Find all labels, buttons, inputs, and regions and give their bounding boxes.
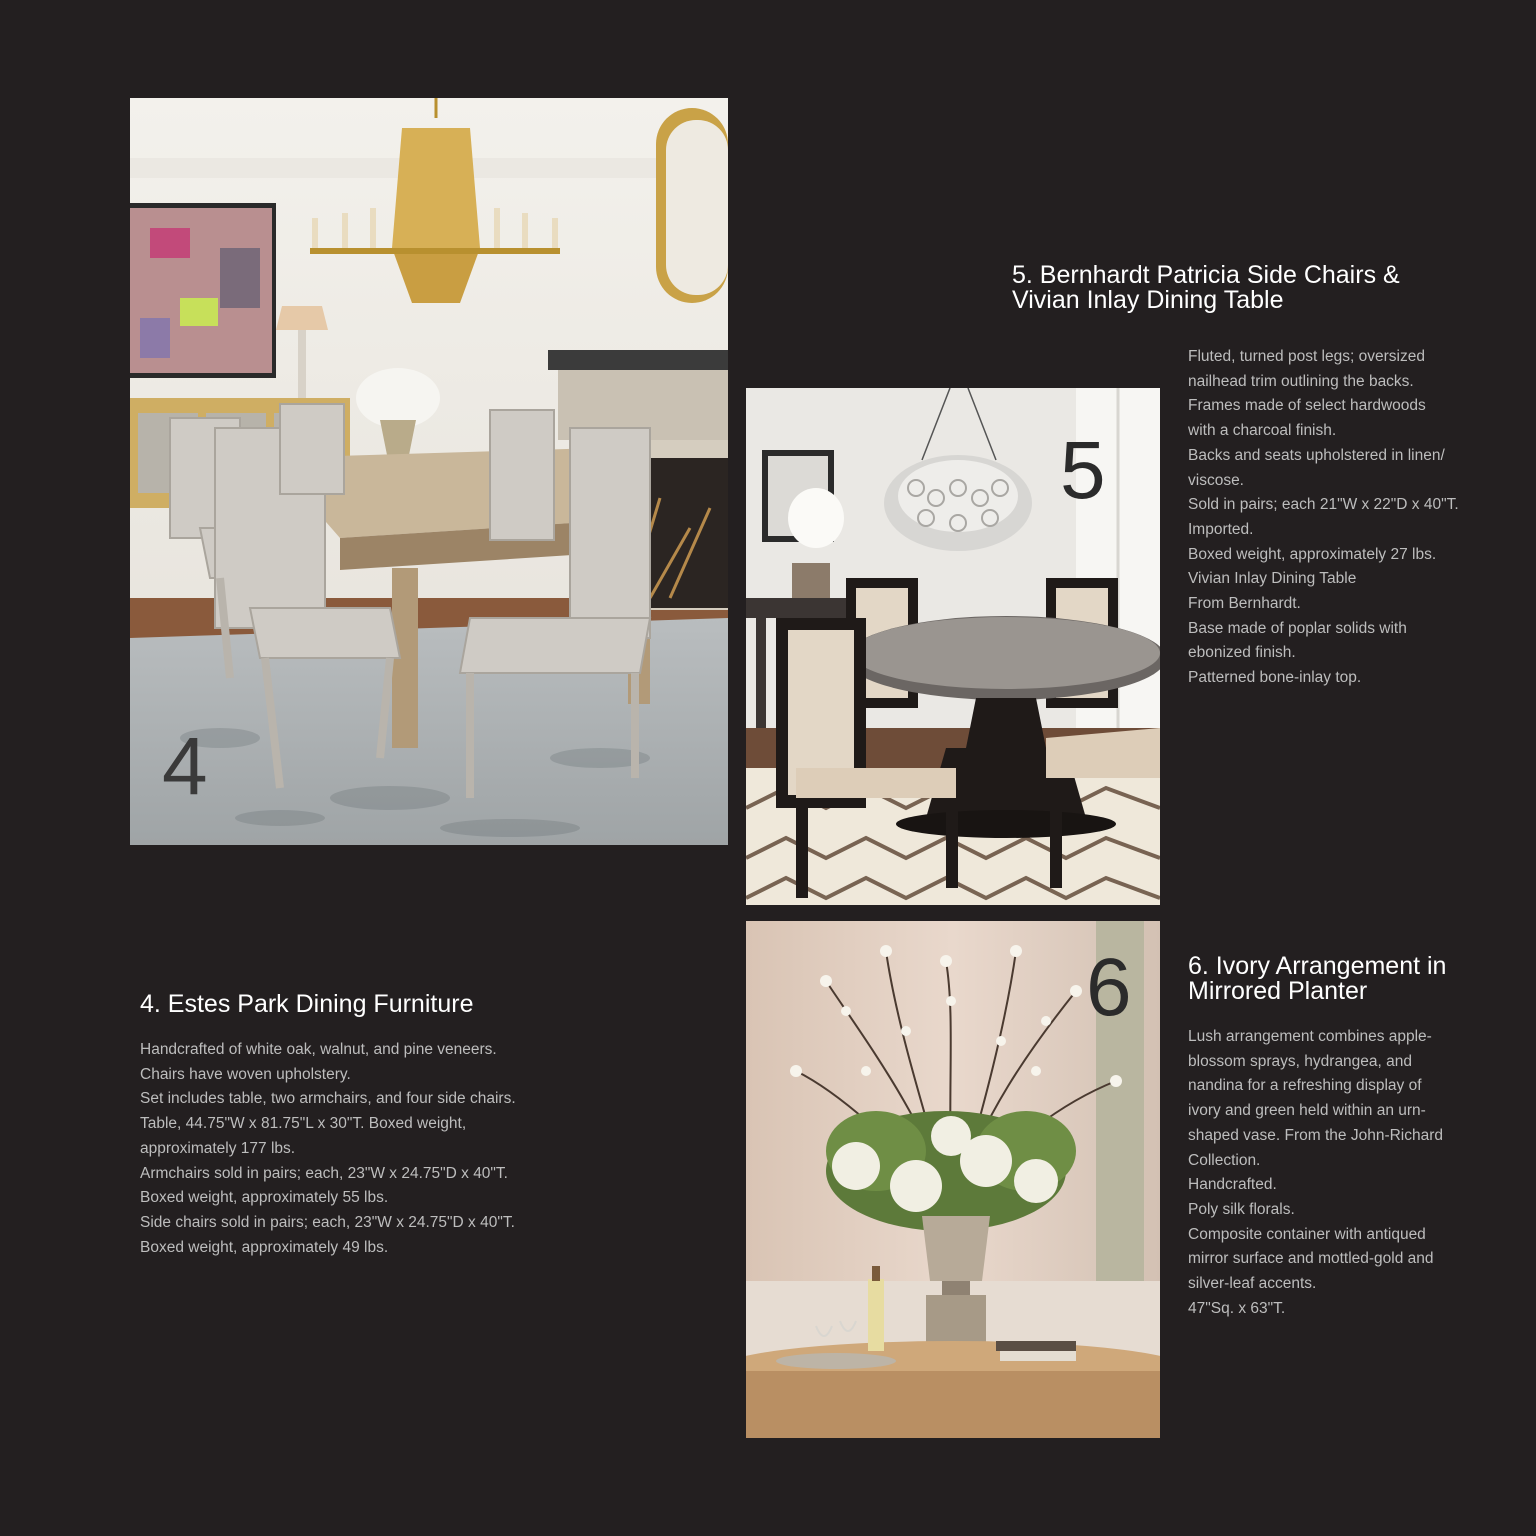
item-6-line: Poly silk florals. [1188, 1200, 1295, 1218]
item-6-line: Lush arrangement combines apple- [1188, 1028, 1432, 1045]
photo-bernhardt-dining [746, 388, 1160, 905]
photo-number-5: 5 [1060, 425, 1106, 516]
item-6-title-line2: Mirrored Planter [1188, 977, 1368, 1005]
photo-estes-park-dining [130, 98, 728, 845]
item-4-line: Chairs have woven upholstery. [140, 1065, 351, 1083]
item-6-line: 47"Sq. x 63"T. [1188, 1299, 1286, 1317]
item-5-line: nailhead trim outlining the backs. [1188, 372, 1414, 390]
item-4-line: Table, 44.75"W x 81.75"L x 30"T. Boxed weight, [140, 1115, 467, 1133]
item-4-title: 4. Estes Park Dining Furniture [140, 990, 474, 1018]
item-5-line: Sold in pairs; each 21"W x 22"D x 40"T. [1188, 496, 1459, 514]
item-4-description [140, 1038, 516, 1260]
item-5-line: Vivian Inlay Dining Table [1188, 570, 1357, 588]
item-5-description [1188, 345, 1459, 691]
item-6-line: shaped vase. From the John-Richard [1188, 1126, 1444, 1144]
item-6-title-line1: 6. Ivory Arrangement in [1188, 952, 1447, 980]
item-6-line: Handcrafted. [1188, 1176, 1277, 1194]
item-5-title [1012, 263, 1400, 313]
item-4-line: Boxed weight, approximately 49 lbs. [140, 1238, 389, 1256]
item-4-line: Side chairs sold in pairs; each, 23"W x 24.75"D x 40"T. [140, 1213, 515, 1231]
item-6-line: Composite container with antiqued [1188, 1225, 1426, 1243]
item-5-line: Boxed weight, approximately 27 lbs. [1188, 545, 1437, 563]
item-5-title-line2: Vivian Inlay Dining Table [1012, 286, 1284, 314]
item-5-line: Backs and seats upholstered in linen/ [1188, 446, 1445, 464]
photo-number-4: 4 [162, 721, 208, 812]
item-6-title [1188, 954, 1446, 1004]
item-6-line: silver-leaf accents. [1188, 1275, 1317, 1293]
item-5-line: From Bernhardt. [1188, 595, 1301, 613]
item-6-line: blossom sprays, hydrangea, and [1188, 1052, 1413, 1070]
item-5-line: with a charcoal finish. [1188, 422, 1337, 440]
item-4-line: Boxed weight, approximately 55 lbs. [140, 1189, 389, 1207]
item-5-line: Patterned bone-inlay top. [1188, 669, 1362, 687]
item-5-line: Frames made of select hardwoods [1188, 397, 1426, 415]
dining-room-illustration [130, 98, 728, 845]
item-4-line: Set includes table, two armchairs, and four side chairs. [140, 1090, 516, 1108]
item-4-line: approximately 177 lbs. [140, 1139, 296, 1157]
item-5-line: Fluted, turned post legs; oversized [1188, 348, 1425, 365]
item-5-line: viscose. [1188, 471, 1244, 489]
item-6-line: mirror surface and mottled-gold and [1188, 1250, 1434, 1268]
item-6-line: Collection. [1188, 1151, 1261, 1169]
photo-ivory-arrangement [746, 921, 1160, 1438]
item-4-line: Handcrafted of white oak, walnut, and pine veneers. [140, 1041, 497, 1058]
item-5-line: Imported. [1188, 520, 1254, 538]
item-6-line: ivory and green held within an urn- [1188, 1102, 1426, 1120]
item-6-line: nandina for a refreshing display of [1188, 1077, 1422, 1095]
photo-number-6: 6 [1086, 942, 1132, 1033]
item-5-line: Base made of poplar solids with [1188, 619, 1407, 637]
item-4-line: Armchairs sold in pairs; each, 23"W x 24.75"D x 40"T. [140, 1164, 508, 1182]
item-5-title-line1: 5. Bernhardt Patricia Side Chairs & [1012, 261, 1400, 289]
item-5-line: ebonized finish. [1188, 644, 1296, 662]
item-6-description [1188, 1025, 1443, 1321]
